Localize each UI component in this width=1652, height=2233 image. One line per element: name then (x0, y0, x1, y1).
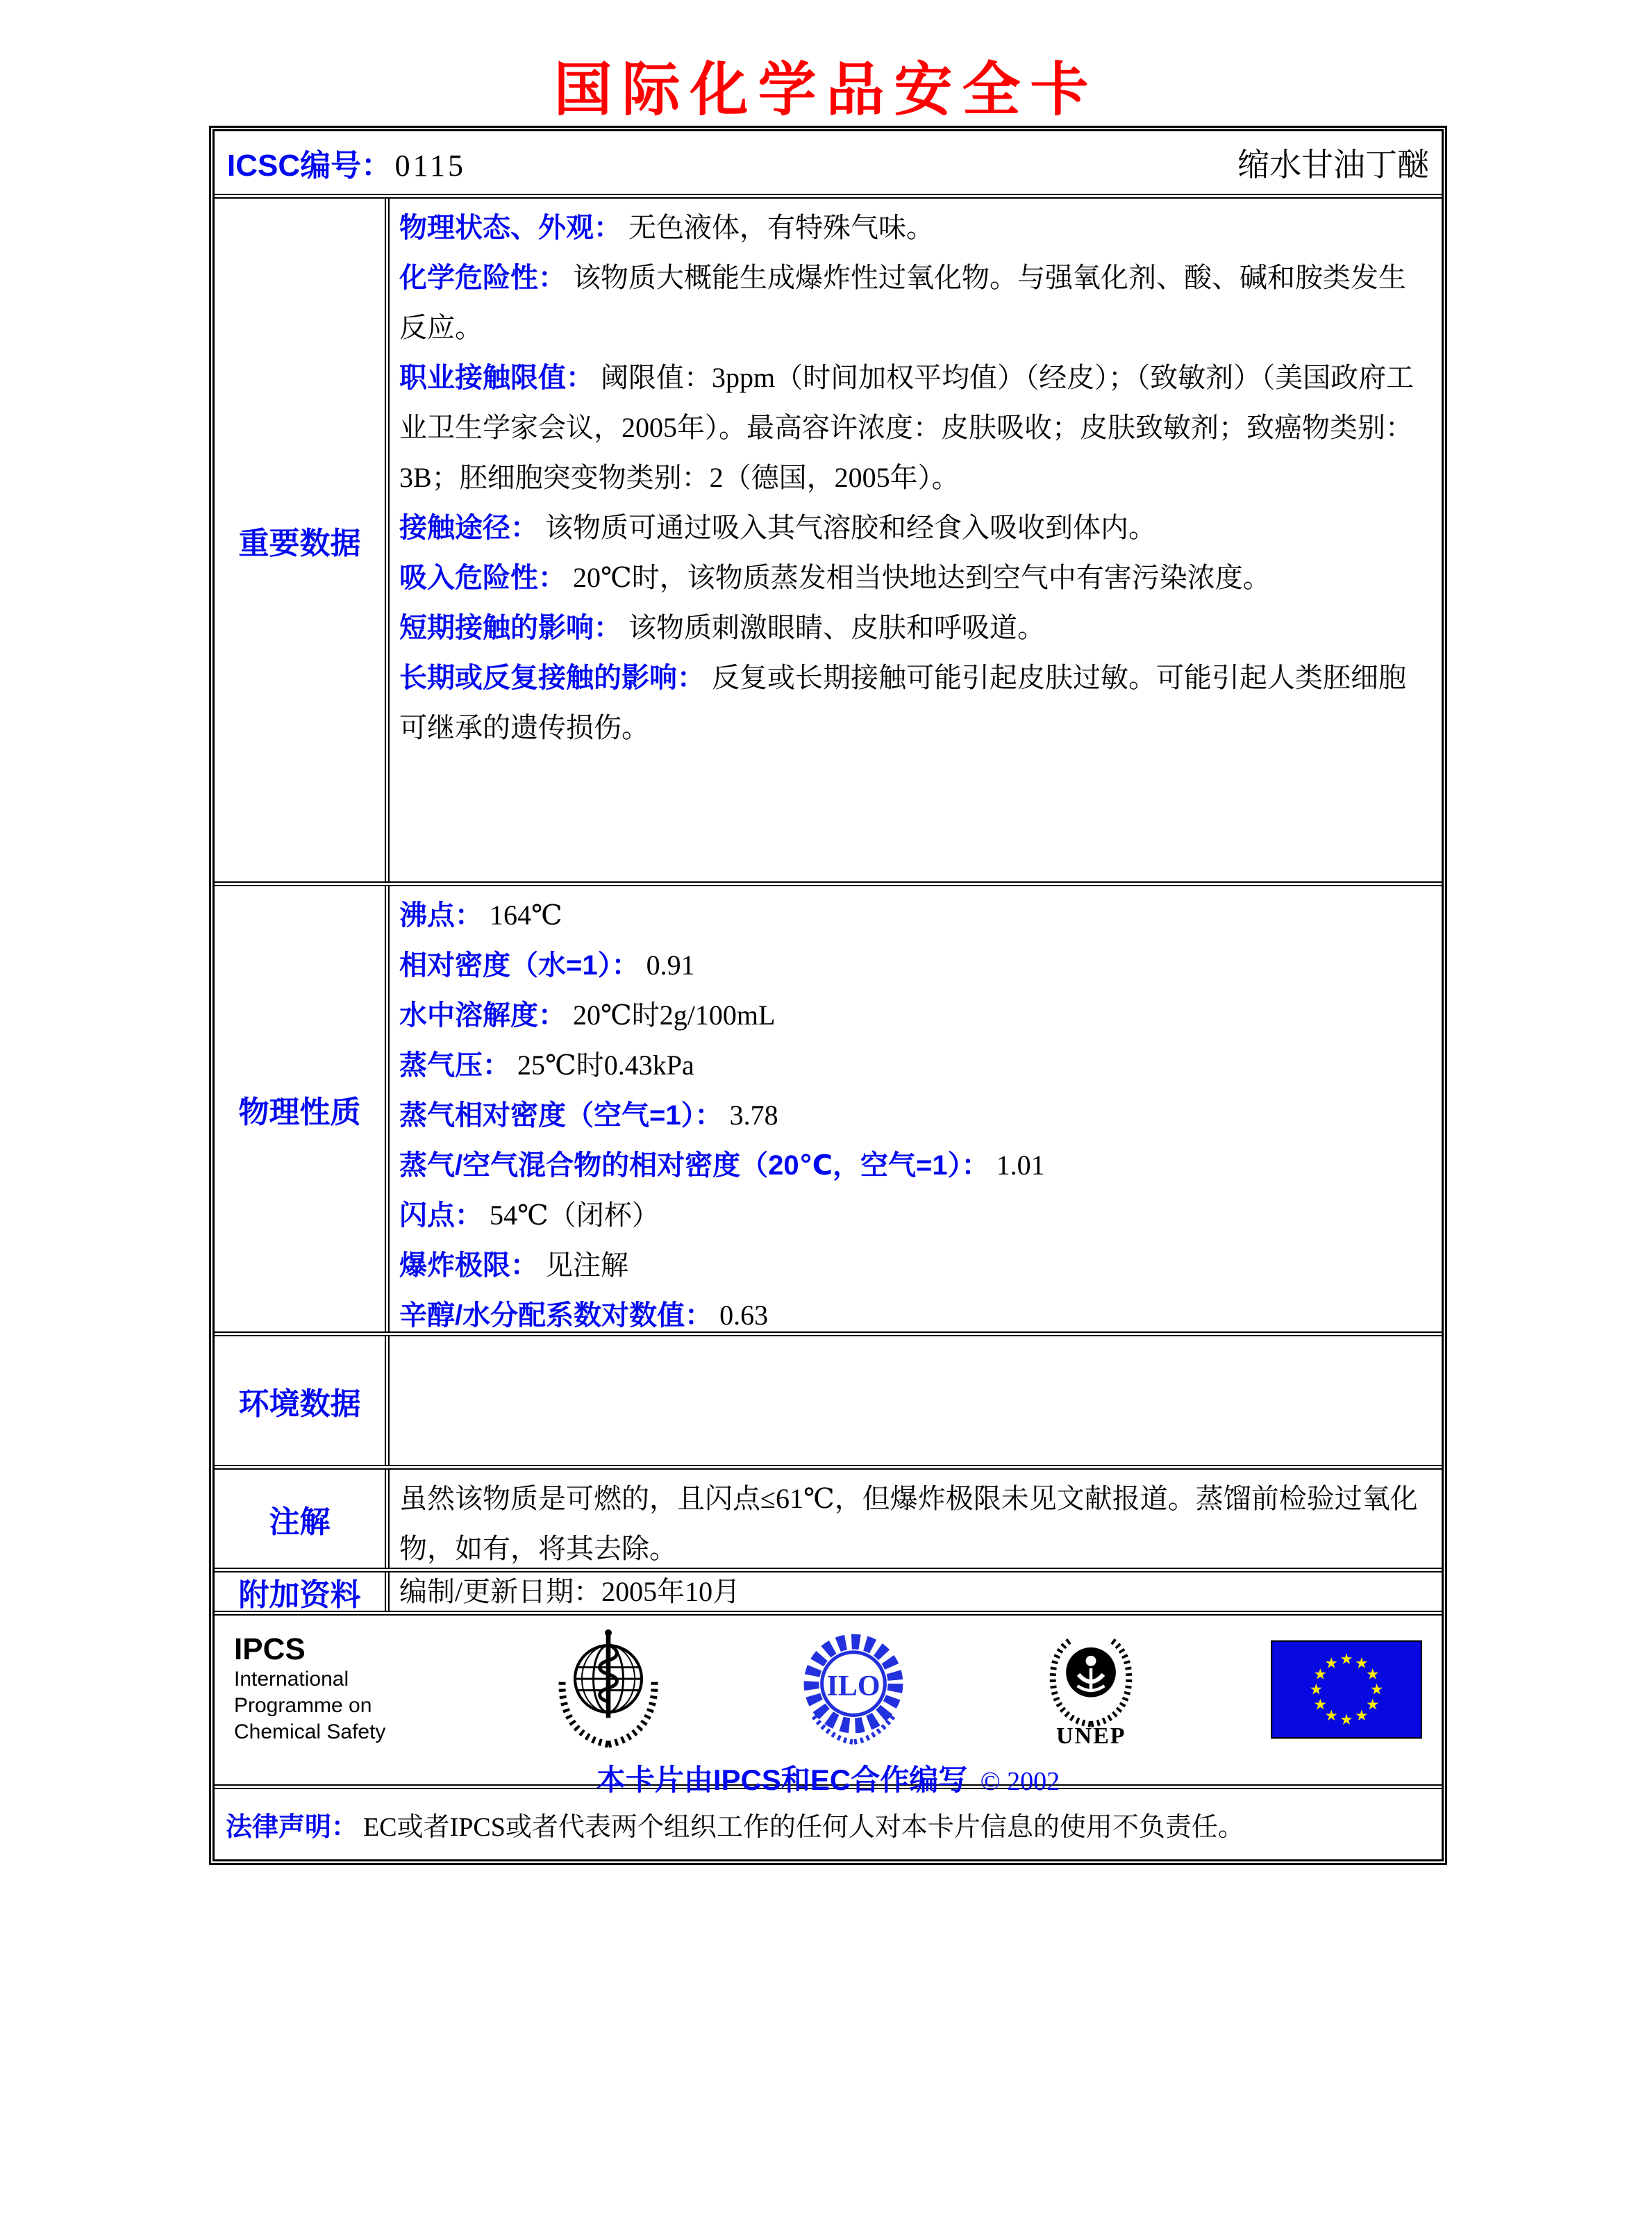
ipcs-text-block (234, 1633, 422, 1745)
entry-relative-density (399, 940, 1432, 990)
entry-label: 沸点： (399, 900, 483, 931)
entry-occupational-limit (399, 353, 1432, 503)
ilo-logo-icon (795, 1625, 912, 1754)
entry-text: 阈限值：3ppm（时间加权平均值）（经皮）；（致敏剂）（美国政府工业卫生学家会议，2005年）。最高容许浓度：皮肤吸收；皮肤致敏剂；致癌物类别：3B；胚细胞突变物类别：2（德国，2005年）。 (399, 362, 1415, 493)
entry-label: 爆炸极限： (399, 1250, 538, 1281)
section-label-additional-info: 附加资料 (215, 1572, 390, 1611)
section-row-physical-properties (215, 881, 1442, 1331)
entry-text: 1.01 (996, 1149, 1045, 1181)
additional-info-text: 编制/更新日期：2005年10月 (399, 1575, 741, 1607)
entry-label: 蒸气/空气混合物的相对密度（20℃，空气=1）： (399, 1150, 990, 1181)
entry-label: 辛醇/水分配系数对数值： (399, 1300, 713, 1331)
entry-label: 闪点： (399, 1200, 483, 1231)
icsc-card-table (209, 126, 1447, 1865)
notes-content (390, 1470, 1442, 1568)
entry-vapor-density (399, 1090, 1432, 1140)
entry-text: 无色液体，有特殊气味。 (628, 212, 934, 243)
ipcs-subtitle-line: International (234, 1668, 349, 1691)
entry-text: 0.63 (719, 1300, 769, 1331)
ipcs-subtitle-line: Chemical Safety (234, 1720, 386, 1743)
who-logo-icon (549, 1626, 667, 1752)
entry-explosion-limits (399, 1240, 1432, 1290)
entry-exposure-routes (399, 503, 1432, 553)
entry-flash-point (399, 1190, 1432, 1240)
logos-row (215, 1611, 1442, 1796)
entry-label: 蒸气相对密度（空气=1）： (399, 1100, 723, 1131)
entry-label: 水中溶解度： (399, 1000, 566, 1031)
entry-text: 20℃时2g/100mL (573, 999, 776, 1031)
entry-text: 25℃时0.43kPa (517, 1049, 694, 1081)
important-data-content (390, 199, 1442, 881)
entry-text: 见注解 (545, 1250, 628, 1281)
entry-text: 20℃时，该物质蒸发相当快地达到空气中有害污染浓度。 (573, 562, 1271, 593)
entry-vapor-air-density (399, 1140, 1432, 1190)
ipcs-subtitle-line: Programme on (234, 1694, 372, 1717)
physical-properties-content (390, 886, 1442, 1331)
entry-text: 反复或长期接触可能引起皮肤过敏。可能引起人类胚细胞可继承的遗传损伤。 (399, 662, 1406, 743)
icsc-number-value: 0115 (394, 149, 466, 183)
section-row-environmental-data (215, 1331, 1442, 1465)
entry-chemical-danger (399, 253, 1432, 353)
entry-label: 长期或反复接触的影响： (399, 663, 705, 693)
chemical-name: 缩水甘油丁醚 (1237, 147, 1429, 183)
entry-octanol-water (399, 1290, 1432, 1331)
section-row-notes (215, 1465, 1442, 1568)
entry-text: 164℃ (490, 899, 562, 931)
entry-text: 3.78 (729, 1099, 778, 1131)
entry-text: 54℃（闭杯） (490, 1199, 660, 1231)
entry-label: 接触途径： (399, 513, 538, 543)
entry-text: 该物质可通过吸入其气溶胶和经食入吸收到体内。 (545, 512, 1156, 543)
eu-flag-icon (1271, 1640, 1422, 1739)
unep-logo-icon (1039, 1629, 1143, 1750)
entry-label: 职业接触限值： (399, 363, 594, 393)
entry-long-term-effects (399, 653, 1432, 753)
entry-physical-state (399, 203, 1432, 253)
entry-text: 该物质刺激眼睛、皮肤和呼吸道。 (628, 612, 1045, 643)
section-row-additional-info (215, 1568, 1442, 1611)
legal-text: EC或者IPCS或者代表两个组织工作的任何人对本卡片信息的使用不负责任。 (363, 1813, 1244, 1842)
entry-label: 化学危险性： (399, 263, 566, 293)
entry-label: 吸入危险性： (399, 563, 566, 593)
entry-inhalation-risk (399, 553, 1432, 603)
entry-label: 物理状态、外观： (399, 213, 621, 243)
logos-strip (215, 1616, 1442, 1753)
entry-label: 蒸气压： (399, 1050, 510, 1081)
section-label-important-data: 重要数据 (215, 199, 390, 881)
entry-label: 相对密度（水=1）： (399, 950, 640, 981)
entry-short-term-effects (399, 603, 1432, 653)
additional-info-content (390, 1572, 1442, 1611)
entry-text: 该物质大概能生成爆炸性过氧化物。与强氧化剂、酸、碱和胺类发生反应。 (399, 262, 1406, 343)
entry-boiling-point (399, 890, 1432, 940)
section-row-important-data (215, 194, 1442, 881)
ipcs-title: IPCS (234, 1632, 306, 1666)
entry-water-solubility (399, 990, 1432, 1040)
entry-text: 0.91 (646, 949, 695, 981)
icsc-header-row (215, 131, 1442, 194)
unep-label: UNEP (1056, 1723, 1126, 1749)
section-label-environmental-data: 环境数据 (215, 1336, 390, 1465)
section-label-physical-properties: 物理性质 (215, 886, 390, 1331)
ilo-letters: ILO (826, 1670, 881, 1702)
legal-label: 法律声明： (226, 1813, 358, 1842)
notes-text: 虽然该物质是可燃的，且闪点≤61℃，但爆炸极限未见文献报道。蒸馏前检验过氧化物，如有，将其去除。 (399, 1483, 1418, 1564)
entry-label: 短期接触的影响： (399, 613, 621, 643)
copyright-text: © 2002 (980, 1767, 1060, 1796)
icsc-number-label: ICSC编号： (227, 149, 392, 183)
section-label-notes: 注解 (215, 1470, 390, 1568)
entry-vapor-pressure (399, 1040, 1432, 1090)
page-title: 国际化学品安全卡 (553, 56, 1099, 124)
credit-text: 本卡片由IPCS和EC合作编写 (596, 1763, 968, 1796)
environmental-data-content (390, 1336, 1442, 1465)
